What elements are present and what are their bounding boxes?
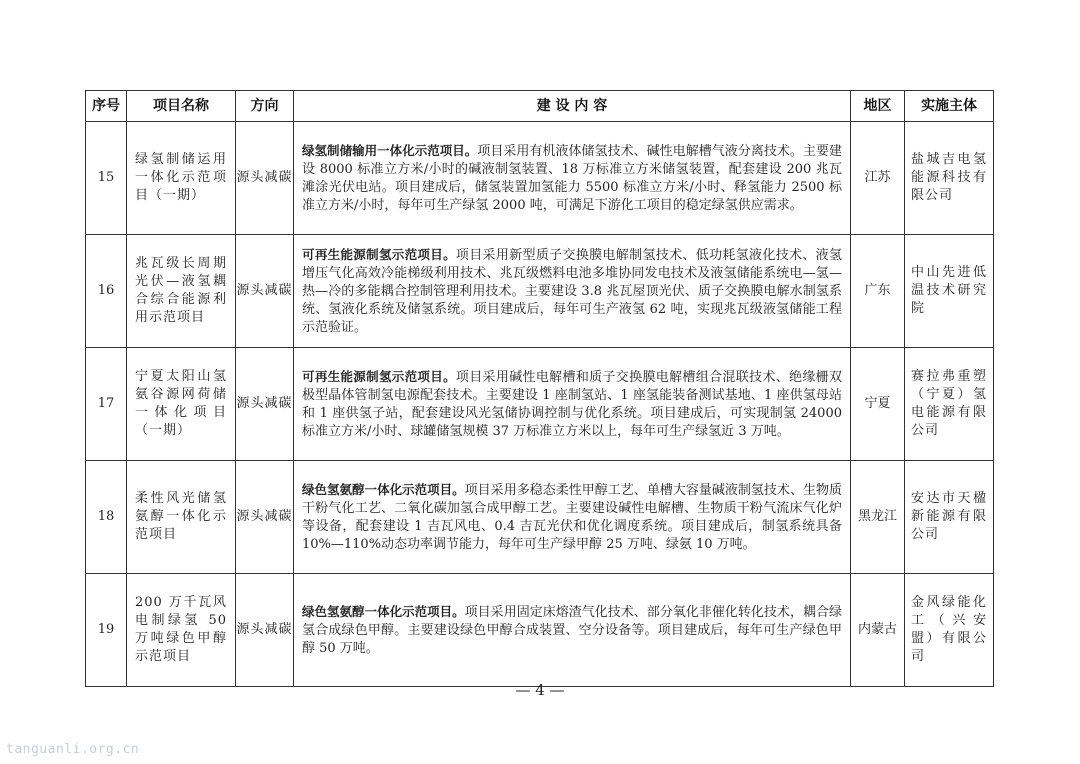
header-org: 实施主体 [905, 91, 994, 122]
row-seq: 18 [86, 461, 127, 574]
row-content-body: 项目采用固定床熔渣气化技术、部分氧化非催化转化技术，耦合绿氢合成绿色甲醇。主要建设绿色甲醇合成装置、空分设备等。项目建成后，每年可生产绿色甲醇 50 万吨。 [302, 604, 842, 656]
row-direction: 源头减碳 [236, 122, 294, 235]
row-content-lead: 绿色氢氨醇一体化示范项目。 [302, 481, 465, 497]
row-project-name: 宁夏太阳山氢氨谷源网荷储一体化项目（一期） [127, 348, 236, 461]
row-direction: 源头减碳 [236, 235, 294, 348]
row-project-name: 200 万千瓦风电制绿氢 50 万吨绿色甲醇示范项目 [127, 574, 236, 687]
header-seq: 序号 [86, 91, 127, 122]
projects-table [85, 90, 994, 687]
row-content-body: 项目采用多稳态柔性甲醇工艺、单槽大容量碱液制氢技术、生物质干粉气化工艺、二氧化碳加氢合成甲醇工艺。主要建设碱性电解槽、生物质干粉气流床气化炉等设备，配套建设 1 吉瓦风电、0.4 吉瓦光伏和优化调度系统。项目建成后，制氢系统具备 10%—110%动态功率调节能力，每年可生产绿甲醇 25 万吨、绿氨 10 万吨。 [302, 482, 842, 552]
row-project-name: 兆瓦级长周期光伏—液氢耦合综合能源利用示范项目 [127, 235, 236, 348]
watermark: tanguanli.org.cn [6, 742, 140, 757]
row-content-body: 项目采用有机液体储氢技术、碱性电解槽气液分离技术。主要建设 8000 标准立方米/小时的碱液制氢装置、18 万标准立方米储氢装置，配套建设 200 兆瓦滩涂光伏电站。项目建成后，储氢装置加氢能力 5500 标准立方米/小时、释氢能力 2500 标准立方米/小时，每年可生产绿氢 2000 吨，可满足下游化工项目的稳定绿氢供应需求。 [302, 143, 842, 213]
row-region: 江苏 [851, 122, 905, 235]
table-row [86, 122, 994, 235]
row-content-body: 项目采用碱性电解槽和质子交换膜电解槽组合混联技术、绝缘栅双极型晶体管制氢电源配套技术。主要建设 1 座制氢站、1 座氢能装备测试基地、1 座供氢母站和 1 座供氢子站，配套建设风光氢储协调控制与优化系统。项目建成后，可实现制氢 24000 标准立方米/小时、球罐储氢规模 37 万标准立方米以上，每年可生产绿氢近 3 万吨。 [302, 369, 842, 439]
row-direction: 源头减碳 [236, 574, 294, 687]
table-row [86, 574, 994, 687]
row-seq: 16 [86, 235, 127, 348]
header-name: 项目名称 [127, 91, 236, 122]
row-seq: 19 [86, 574, 127, 687]
row-region: 广东 [851, 235, 905, 348]
row-direction: 源头减碳 [236, 348, 294, 461]
table-header-row [86, 91, 994, 122]
header-direction: 方向 [236, 91, 294, 122]
page-number: — 4 — [515, 681, 565, 699]
row-content-body: 项目采用新型质子交换膜电解制氢技术、低功耗氢液化技术、液氢增压气化高效冷能梯级利用技术、兆瓦级燃料电池多堆协同发电技术及液氢储能系统电—氢—热—冷的多能耦合控制管理利用技术。主要建设 3.8 兆瓦屋顶光伏、质子交换膜电解水制氢系统、氢液化系统及储氢系统。项目建成后，每年可生产液氢 62 吨，实现兆瓦级液氢储能工程示范验证。 [302, 247, 842, 335]
row-region: 黑龙江 [851, 461, 905, 574]
row-region: 内蒙古 [851, 574, 905, 687]
header-region: 地区 [851, 91, 905, 122]
row-org: 中山先进低温技术研究院 [905, 235, 994, 348]
header-content: 建 设 内 容 [294, 91, 851, 122]
row-content-lead: 可再生能源制氢示范项目。 [302, 368, 456, 384]
row-content [294, 122, 851, 235]
table-row [86, 348, 994, 461]
table-row [86, 235, 994, 348]
table-row [86, 461, 994, 574]
row-org: 盐城吉电氢能源科技有限公司 [905, 122, 994, 235]
row-org: 安达市天楹新能源有限公司 [905, 461, 994, 574]
row-content [294, 461, 851, 574]
row-content [294, 574, 851, 687]
row-content [294, 348, 851, 461]
row-project-name: 绿氢制储运用一体化示范项目（一期） [127, 122, 236, 235]
row-content [294, 235, 851, 348]
row-direction: 源头减碳 [236, 461, 294, 574]
row-seq: 15 [86, 122, 127, 235]
row-content-lead: 绿氢制储输用一体化示范项目。 [302, 142, 478, 158]
row-content-lead: 绿色氢氨醇一体化示范项目。 [302, 603, 465, 619]
row-org: 赛拉弗重塑（宁夏）氢电能源有限公司 [905, 348, 994, 461]
row-project-name: 柔性风光储氢氨醇一体化示范项目 [127, 461, 236, 574]
row-content-lead: 可再生能源制氢示范项目。 [302, 246, 456, 262]
row-org: 金风绿能化工（兴安盟）有限公司 [905, 574, 994, 687]
row-region: 宁夏 [851, 348, 905, 461]
row-seq: 17 [86, 348, 127, 461]
